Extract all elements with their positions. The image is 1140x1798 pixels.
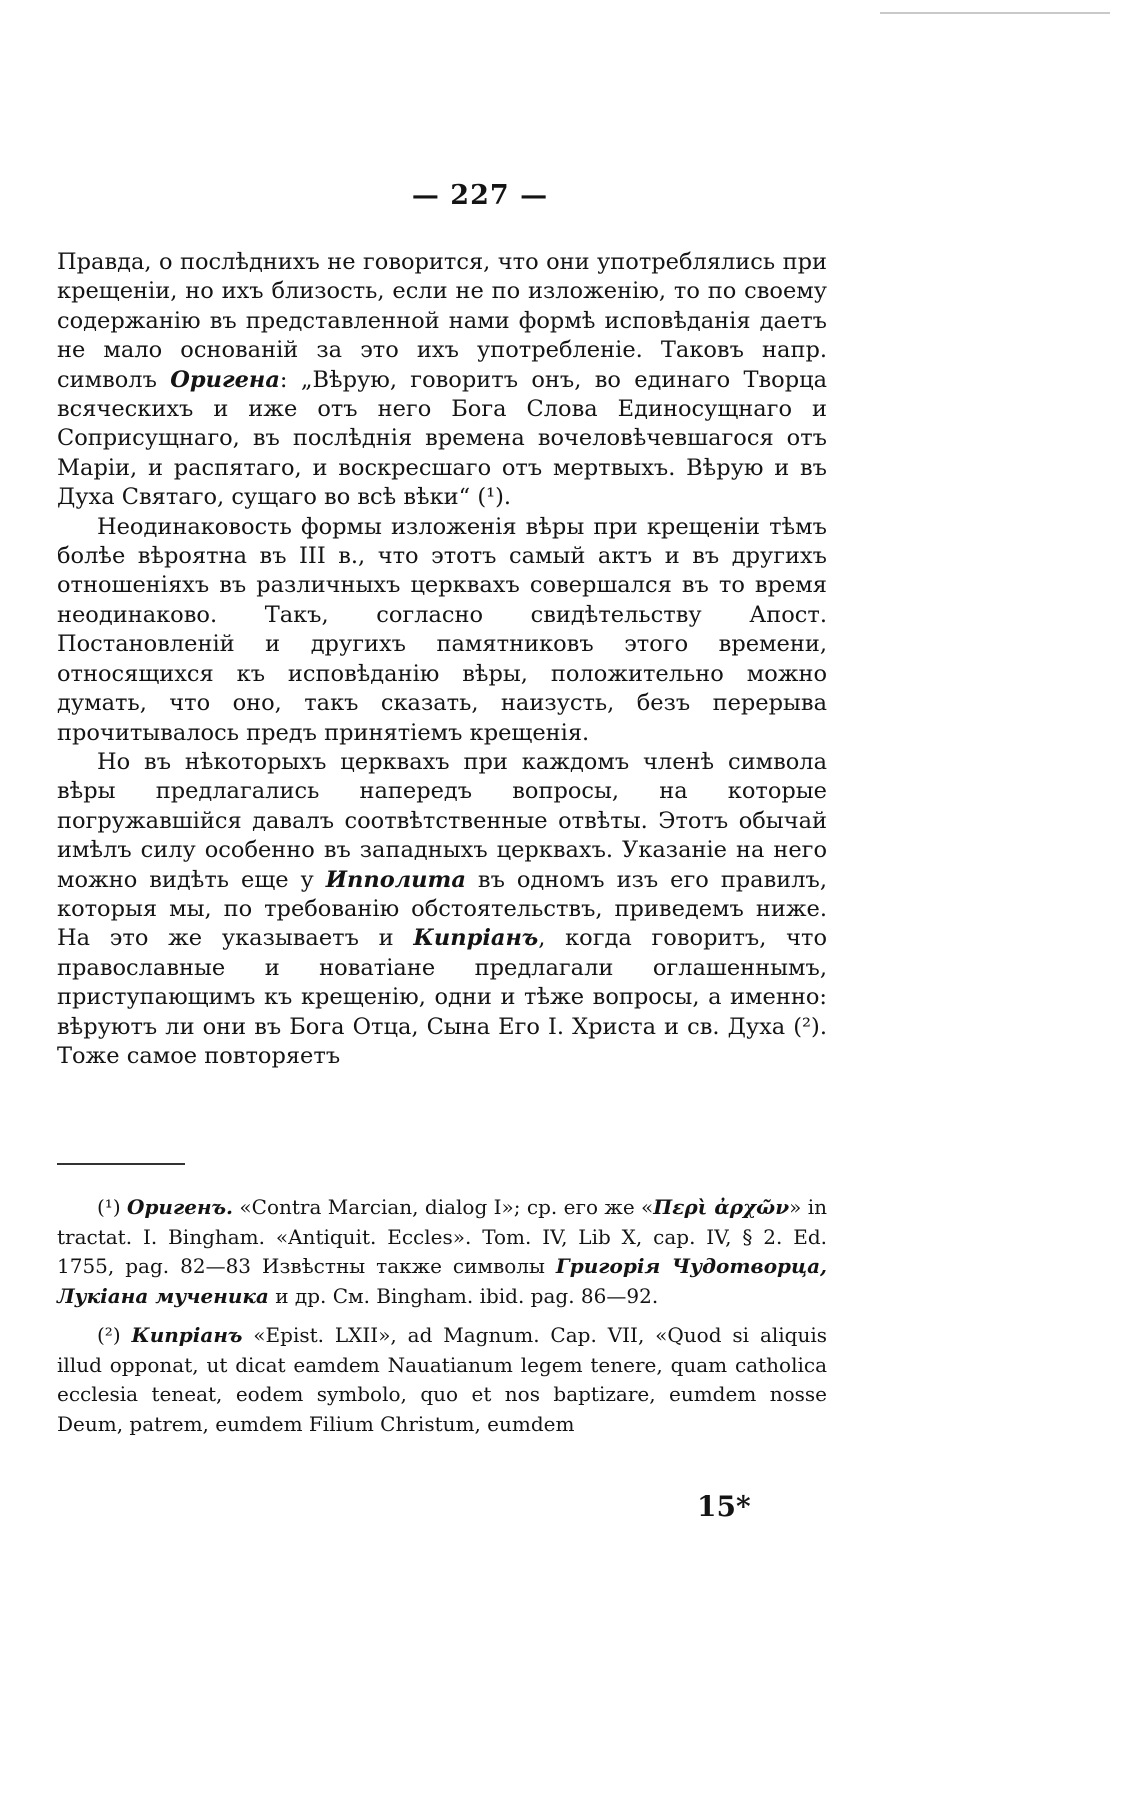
author-name-hippolytus: Ипполита	[325, 866, 466, 893]
signature-mark: 15*	[697, 1490, 751, 1523]
footnote-2-text: «Epist. LXII», ad Magnum. Cap. VII, «Quod si aliquis illud opponat, ut dicat eamdem Nauatianum legem tenere, quam catholica ecclesia teneat, eodem symbolo, quo et nos baptizare, eumdem nosse Deum, patrem, eumdem Filium Christum, eumdem	[57, 1323, 827, 1436]
paragraph-3-text-a: Но въ нѣкоторыхъ церквахъ при каждомъ членѣ символа вѣры предлагались напередъ вопросы, на которые погружавшійся давалъ соотвѣтственные отвѣты. Этотъ обычай имѣлъ силу особенно въ западныхъ церквахъ. Указаніе на него можно видѣть еще у	[57, 748, 827, 893]
footnote-2-author: Кипріанъ	[131, 1323, 243, 1347]
paragraph-3-text-c: , когда говоритъ, что православные и новатіане предлагали оглашеннымъ, приступающимъ къ крещенію, одни и тѣже вопросы, а именно: вѣруютъ ли они въ Бога Отца, Сына Его I. Христа и св. Духа (²). Тоже самое повторяетъ	[57, 925, 827, 1069]
top-edge-rule	[880, 12, 1110, 14]
footnote-1-text-a: «Contra Marcian, dialog I»; ср. его же «	[233, 1195, 654, 1219]
paragraph-3	[57, 748, 827, 1071]
paragraph-1	[57, 248, 827, 513]
footnote-1-author: Оригенъ.	[127, 1195, 234, 1219]
footnote-1-text-b: » in tractat. I. Bingham. «Antiquit. Eccles». Tom. IV, Lib X, cap. IV, § 2. Ed. 1755, pag. 82—83 Извѣстны также символы	[57, 1195, 827, 1278]
paragraph-3-text-b: въ одномъ изъ его правилъ, которыя мы, по требованію обстоятельствъ, приведемъ ниже. На это же указываетъ и	[57, 866, 827, 952]
footnote-1-names: Григорія Чудотворца, Лукіана мученика	[57, 1254, 828, 1308]
main-text	[57, 248, 827, 1071]
footnote-1-greek-title: Περὶ ἀρχῶν	[653, 1195, 790, 1219]
footnote-1	[57, 1193, 827, 1311]
paragraph-2: Неодинаковость формы изложенія вѣры при крещеніи тѣмъ болѣе вѣроятна въ III в., что этотъ самый актъ и въ другихъ отношеніяхъ въ различныхъ церквахъ совершался въ то время неодинаково. Такъ, согласно свидѣтельству Апост. Постановленій и другихъ памятниковъ этого времени, относящихся къ исповѣданію вѣры, положительно можно думать, что оно, такъ сказать, наизусть, безъ перерыва прочитывалось предъ принятіемъ крещенія.	[57, 513, 827, 746]
author-name-origen: Оригена	[170, 366, 280, 393]
paragraph-1-text-b: : „Вѣрую, говоритъ онъ, во единаго Творца всяческихъ и иже отъ него Бога Слова Единосущнаго и Соприсущнаго, въ послѣднія времена вочеловѣчевшагося отъ Маріи, и распятаго, и воскресшаго отъ мертвыхъ. Вѣрую и въ Духа Святаго, сущаго во всѣ вѣки“ (¹).	[57, 366, 827, 511]
footnote-1-marker: (¹)	[97, 1195, 121, 1219]
paragraph-1-text-a: Правда, о послѣднихъ не говорится, что они употреблялись при крещеніи, но ихъ близость, если не по изложенію, то по своему содержанію въ представленной нами формѣ исповѣданія даетъ не мало основаній за это ихъ употребленіе. Таковъ напр. символъ	[57, 249, 827, 393]
page-number: — 227 —	[411, 180, 549, 211]
footnote-1-text-c: и др. См. Bingham. ibid. pag. 86—92.	[268, 1283, 659, 1308]
footnote-divider	[57, 1163, 185, 1165]
footnote-2	[57, 1321, 827, 1439]
footnotes	[57, 1193, 827, 1449]
author-name-cyprian: Кипріанъ	[413, 925, 539, 952]
footnote-2-marker: (²)	[97, 1323, 121, 1347]
